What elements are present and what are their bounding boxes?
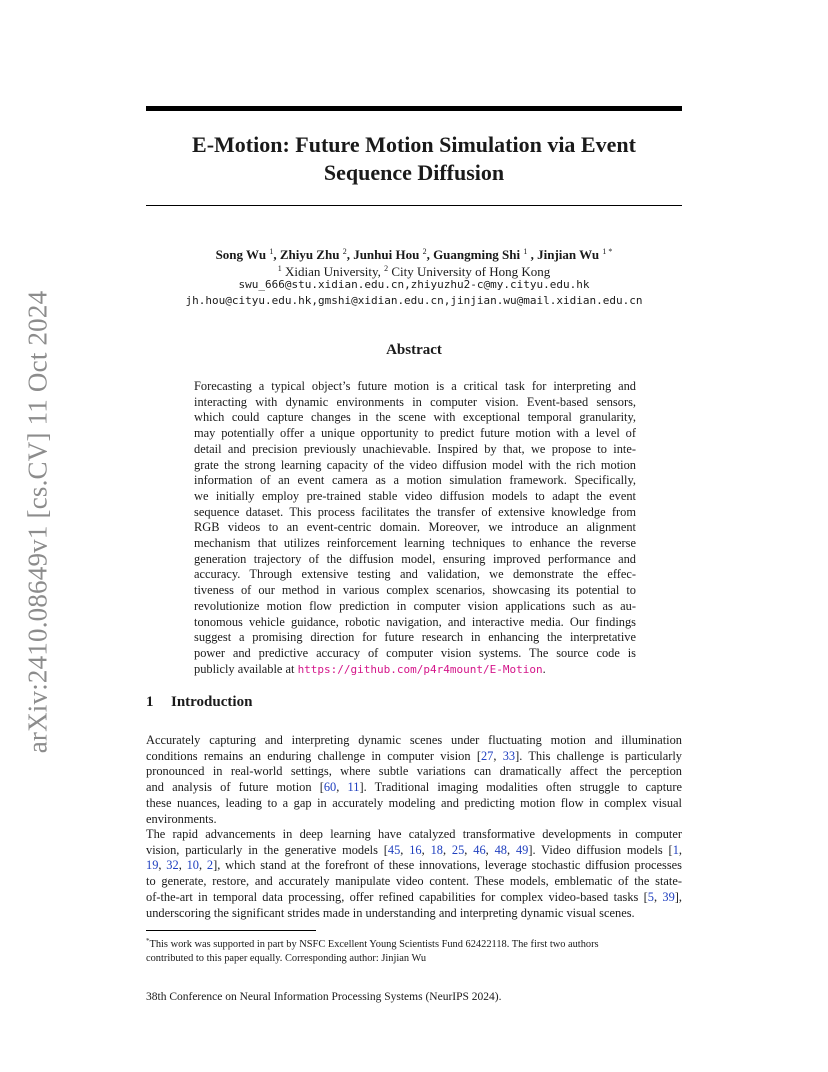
author-name: Guangming Shi [433,247,521,262]
citation-link[interactable]: 49 [515,842,529,857]
paragraph-text: , [421,842,431,857]
intro-paragraph-2 [146,827,682,921]
citation-link[interactable]: 39 [662,889,675,904]
author-affil-mark: 2 [422,247,427,256]
paragraph-line [146,764,682,780]
affil-1: Xidian University, [284,264,381,279]
citation-link[interactable]: 11 [347,780,360,795]
citation-link[interactable]: 5 [647,889,654,904]
paragraph-line [146,890,682,906]
author-name: Jinjian Wu [537,247,600,262]
title-top-rule [146,106,682,111]
footnote [146,935,682,965]
author-affil-mark: 1 [523,247,528,256]
paragraph-line [146,780,682,796]
abstract-line: revolutionize motion flow prediction in computer vision applications such as au- [194,598,636,613]
footnote-line-2: contributed to this paper equally. Corresponding author: Jinjian Wu [146,952,427,964]
author-separator: , [426,247,434,262]
paragraph-line [146,906,682,922]
paragraph-text: The rapid advancements in deep learning have catalyzed transformative developments in computer [146,827,682,841]
title-line-2: Sequence Diffusion [323,160,505,185]
paragraph-line [146,749,682,765]
abstract-line: tonomous vehicle guidance, robotic navigation, and interactive media. Our findings [194,614,636,629]
citation-link[interactable]: 19 [146,858,159,873]
abstract-text: . [542,661,546,676]
author-name: Junhui Hou [353,247,420,262]
footnote-text-1: This work was supported in part by NSFC Excellent Young Scientists Fund 62422118. The first two authors [149,939,599,950]
paragraph-line [146,796,682,812]
abstract-line: sequence dataset. This process facilitates the transfer of extensive knowledge from [194,504,636,519]
abstract-line: information of an event camera as a motion simulation framework. Specifically, [194,473,636,488]
paragraph-text: of-the-art in temporal data processing, offer refined capabilities for complex video-based tasks [ [146,889,648,904]
paper-title [146,131,682,187]
abstract-heading: Abstract [386,342,442,358]
citation-link[interactable]: 16 [409,842,422,857]
footnote-rule [146,930,316,931]
abstract-line: power and predictive accuracy of computer vision systems. The source code is [194,645,636,660]
paragraph-text: vision, particularly in the generative models [ [146,842,388,857]
paragraph-text: ]. Traditional imaging modalities often struggle to capture [359,780,682,795]
author-separator: , [273,247,280,262]
abstract-line: tiveness of our method in various complex scenarios, showcasing its potential to [194,583,636,598]
paragraph-text: pronounced in real-world settings, where subtle variations can dramatically affect the perception [146,764,682,779]
affil-2: City University of Hong Kong [391,264,551,279]
arxiv-identifier-stamp: arXiv:2410.08649v1 [cs.CV] 11 Oct 2024 [22,290,53,754]
author-affil-mark: 2 [342,247,347,256]
citation-link[interactable]: 10 [186,858,199,873]
citation-link[interactable]: 2 [206,858,214,873]
paragraph-text: , [493,748,503,763]
citation-link[interactable]: 48 [494,842,507,857]
abstract-line: mechanism that utilizes reinforcement learning techniques to enhance the reverse [194,536,636,551]
footnote-mark: * [146,937,150,945]
citation-link[interactable]: 32 [166,858,179,873]
paragraph-text: , [178,858,187,873]
abstract-line: which could capture changes in the scene with exceptional temporal granularity, [194,410,636,425]
paragraph-text: , [506,842,516,857]
author-affil-mark: 1 * [602,247,613,256]
paragraph-line [146,843,682,859]
abstract-line: RGB videos to an event-centric domain. Moreover, we introduce an alignment [194,520,636,535]
abstract-line: suggest a promising direction for future research in enhancing the interpretative [194,630,636,645]
paragraph-line [146,733,682,749]
paragraph-line [146,812,682,828]
section-number: 1 [146,694,154,710]
abstract-line: interacting with dynamic environments in computer vision. Event-based sensors, [194,394,636,409]
citation-link[interactable]: 33 [502,748,516,763]
paragraph-text: , [485,842,495,857]
paragraph-text: , [464,842,474,857]
citation-link[interactable]: 45 [387,842,401,857]
title-line-1: E-Motion: Future Motion Simulation via Event [192,132,636,157]
citation-link[interactable]: 25 [451,842,465,857]
author-name: Zhiyu Zhu [279,247,340,262]
abstract-line: accuracy. Through extensive testing and validation, we demonstrate the effec- [194,567,636,582]
paragraph-text: to generate, restore, and accurately manipulate video content. These models, emblematic of the state- [146,874,682,889]
email-line-2: jh.hou@cityu.edu.hk,gmshi@xidian.edu.cn,jinjian.wu@mail.xidian.edu.cn [185,294,643,307]
paragraph-text: Accurately capturing and interpreting dynamic scenes under fluctuating motion and illumination [146,733,682,747]
title-bottom-rule [146,205,682,206]
abstract-line: may potentially offer a unique opportunity to predict future motion with a level of [194,426,636,441]
paragraph-line [146,858,682,874]
abstract-text: publicly available at [194,661,298,676]
citation-link[interactable]: 27 [480,748,494,763]
section-heading-introduction [146,694,252,711]
paragraph-text: ]. This challenge is particularly [515,748,682,763]
paragraph-text: and analysis of future motion [ [146,780,324,795]
paragraph-text: , [198,858,207,873]
paragraph-line [146,874,682,890]
author-affil-mark: 1 [269,247,274,256]
author-separator: , [527,247,538,262]
citation-link[interactable]: 1 [672,842,679,857]
section-title: Introduction [171,694,253,710]
author-emails [146,277,682,309]
citation-link[interactable]: 60 [323,780,337,795]
paragraph-text: ], [674,889,682,904]
citation-link[interactable]: 46 [473,842,486,857]
abstract-line: generation trajectory of the diffusion model, ensuring improved performance and [194,551,636,566]
paragraph-text: , [400,842,410,857]
paragraph-text: conditions remains an enduring challenge in computer vision [ [146,748,481,763]
citation-link[interactable]: 18 [430,842,443,857]
paragraph-text: , [158,858,167,873]
paragraph-line [146,827,682,843]
intro-paragraph-1 [146,733,682,827]
venue-footer: 38th Conference on Neural Information Processing Systems (NeurIPS 2024). [146,991,502,1003]
paragraph-text: , [336,780,348,795]
abstract-line: grate the strong learning capacity of the video diffusion model with the rich motion [194,457,636,472]
abstract-line: detail and precision previously unachievable. Inspired by that, we propose to inte- [194,441,636,456]
abstract-line [194,662,636,678]
paragraph-text: , [678,842,682,857]
abstract-line: we initially employ pre-trained stable video diffusion models to adapt the event [194,488,636,503]
paragraph-text: environments. [146,811,217,826]
paragraph-text: these nuances, leading to a gap in accurately modeling and predicting motion flow in complex visual [146,795,682,810]
paragraph-text: , [442,842,452,857]
paragraph-text: underscoring the significant strides made in understanding and interpreting dynamic visual scenes. [146,905,635,920]
paragraph-text: ]. Video diffusion models [ [528,842,673,857]
affil-1-mark: 1 [277,264,282,273]
abstract-line: Forecasting a typical object’s future motion is a critical task for interpreting and [194,379,636,393]
affil-2-mark: 2 [384,264,389,273]
source-code-link[interactable]: https://github.com/p4r4mount/E-Motion [297,662,543,676]
paragraph-text: ], which stand at the forefront of these innovations, leverage stochastic diffusion processes [213,858,682,873]
author-separator: , [346,247,354,262]
author-name: Song Wu [215,247,267,262]
abstract-body [194,379,636,677]
footnote-line-1 [146,935,682,952]
email-line-1: swu_666@stu.xidian.edu.cn,zhiyuzhu2-c@my.cityu.edu.hk [238,278,590,291]
paragraph-text: , [653,889,663,904]
